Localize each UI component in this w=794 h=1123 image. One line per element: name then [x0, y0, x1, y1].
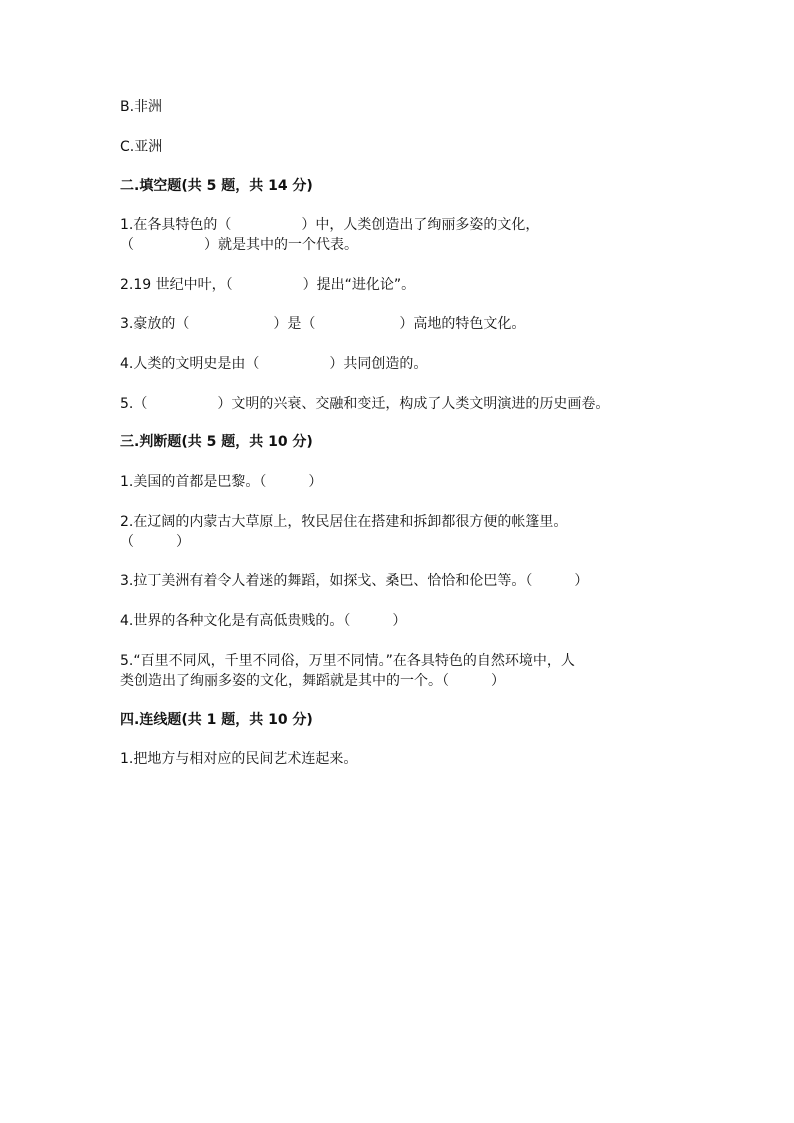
- option-c: C.亚洲: [120, 139, 163, 155]
- fill-in-question-4: 4.人类的文明史是由（ ）共同创造的。: [120, 356, 428, 372]
- true-false-question-5-continued: 类创造出了绚丽多姿的文化，舞蹈就是其中的一个。（ ）: [120, 673, 505, 689]
- true-false-question-2-continued: （ ）: [120, 534, 190, 550]
- true-false-question-5: 5.“百里不同风，千里不同俗，万里不同情。”在各具特色的自然环境中，人: [120, 653, 575, 669]
- fill-in-question-2: 2.19 世纪中叶，（ ）提出“进化论”。: [120, 277, 416, 293]
- fill-in-question-1-continued: （ ）就是其中的一个代表。: [120, 237, 358, 253]
- option-b: B.非洲: [120, 99, 163, 115]
- true-false-question-2: 2.在辽阔的内蒙古大草原上，牧民居住在搭建和拆卸都很方便的帐篷里。: [120, 514, 568, 530]
- fill-in-question-5: 5.（ ）文明的兴衰、交融和变迁，构成了人类文明演进的历史画卷。: [120, 396, 610, 412]
- fill-in-question-1: 1.在各具特色的（ ）中，人类创造出了绚丽多姿的文化，: [120, 217, 540, 233]
- matching-question-1: 1.把地方与相对应的民间艺术连起来。: [120, 751, 358, 767]
- true-false-question-4: 4.世界的各种文化是有高低贵贱的。（ ）: [120, 613, 407, 629]
- true-false-question-3: 3.拉丁美洲有着令人着迷的舞蹈，如探戈、桑巴、恰恰和伦巴等。（ ）: [120, 573, 589, 589]
- section-true-false-title: 三.判断题(共 5 题，共 10 分): [120, 434, 313, 450]
- fill-in-question-3: 3.豪放的（ ）是（ ）高地的特色文化。: [120, 316, 526, 332]
- section-fill-in-title: 二.填空题(共 5 题，共 14 分): [120, 178, 313, 194]
- section-matching-title: 四.连线题(共 1 题，共 10 分): [120, 712, 313, 728]
- true-false-question-1: 1.美国的首都是巴黎。（ ）: [120, 474, 323, 490]
